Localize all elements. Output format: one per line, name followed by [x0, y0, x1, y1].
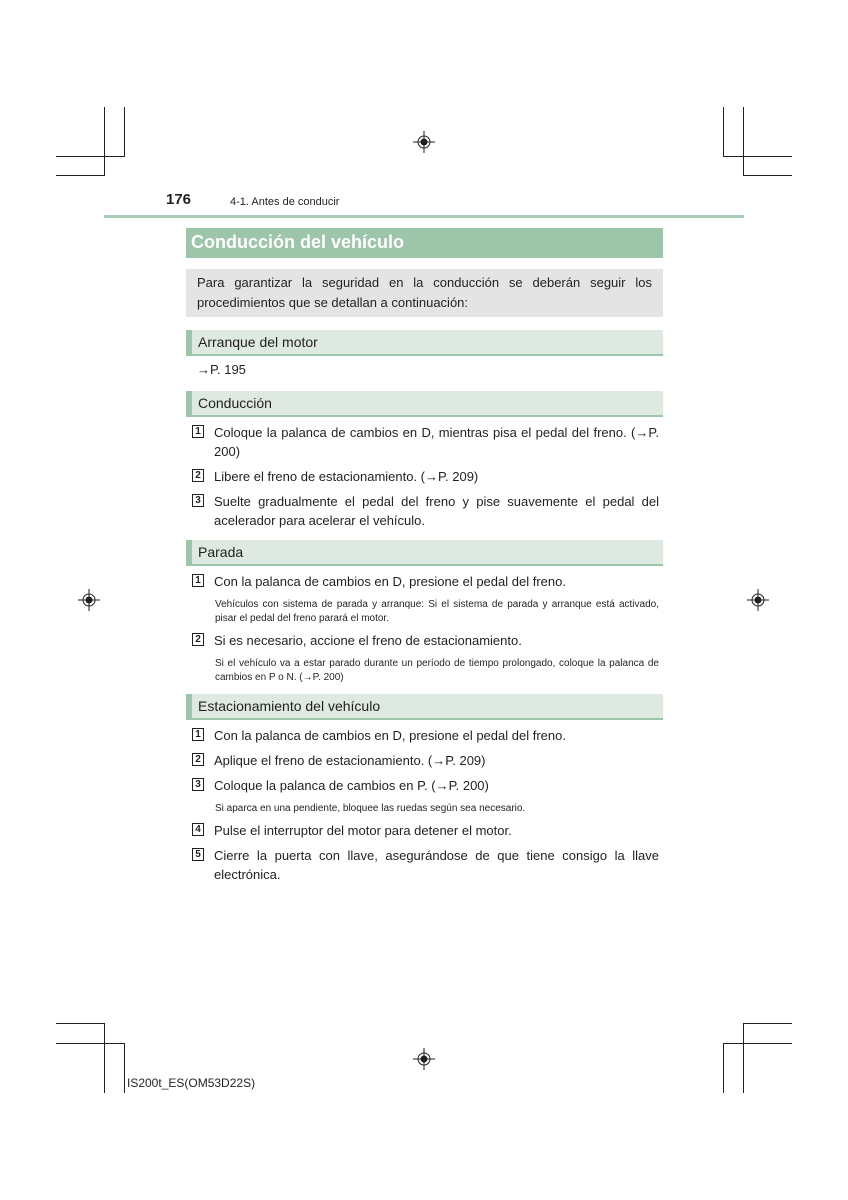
- step-item: [192, 572, 659, 591]
- section-heading-conduccion: Conducción: [186, 391, 663, 417]
- step-item: [192, 846, 659, 884]
- step-number: 5: [192, 848, 204, 861]
- page-number: 176: [166, 191, 192, 208]
- header-rule: [104, 215, 744, 218]
- document-code: IS200t_ES(OM53D22S): [127, 1076, 256, 1090]
- crop-mark: [56, 1023, 105, 1024]
- step-item: [192, 492, 659, 530]
- registration-mark-icon: [747, 589, 769, 611]
- crop-mark: [56, 1043, 125, 1044]
- step-text: Cierre la puerta con llave, asegurándose de que tiene consigo la llave electrónica.: [214, 848, 659, 882]
- step-number: 2: [192, 753, 204, 766]
- step-item: [192, 751, 659, 770]
- step-text: Aplique el freno de estacionamiento. (→P. 209): [214, 753, 486, 768]
- step-text: Con la palanca de cambios en D, presione el pedal del freno.: [214, 728, 566, 743]
- step-text: Pulse el interruptor del motor para detener el motor.: [214, 823, 512, 838]
- intro-box: Para garantizar la seguridad en la conducción se deberán seguir los procedimientos que se detallan a continuación:: [186, 269, 663, 317]
- step-item: [192, 726, 659, 745]
- step-number: 3: [192, 494, 204, 507]
- section-heading-estacionamiento: Estacionamiento del vehículo: [186, 694, 663, 720]
- step-text: Libere el freno de estacionamiento. (→P. 209): [214, 469, 479, 484]
- crop-mark: [723, 1043, 724, 1093]
- crop-mark: [124, 107, 125, 157]
- step-number: 3: [192, 778, 204, 791]
- section-path: 4-1. Antes de conducir: [230, 196, 340, 208]
- registration-mark-icon: [413, 1048, 435, 1070]
- page-title: Conducción del vehículo: [186, 228, 663, 258]
- section-heading-arranque: Arranque del motor: [186, 330, 663, 356]
- crop-mark: [723, 156, 792, 157]
- step-text: Si es necesario, accione el freno de estacionamiento.: [214, 633, 522, 648]
- step-number: 1: [192, 425, 204, 438]
- step-number: 1: [192, 728, 204, 741]
- step-item: [192, 776, 659, 795]
- crop-mark: [743, 1023, 744, 1093]
- step-note: Vehículos con sistema de parada y arranque: Si el sistema de parada y arranque está activado, pisar el pedal del freno parará el motor.: [215, 599, 659, 624]
- step-item: [192, 821, 659, 840]
- step-note: Si aparca en una pendiente, bloquee las ruedas según sea necesario.: [215, 803, 526, 814]
- step-text: Con la palanca de cambios en D, presione el pedal del freno.: [214, 574, 566, 589]
- step-item: [192, 631, 659, 650]
- registration-mark-icon: [413, 131, 435, 153]
- crop-mark: [56, 175, 105, 176]
- registration-mark-icon: [78, 589, 100, 611]
- step-number: 1: [192, 574, 204, 587]
- crop-mark: [56, 156, 125, 157]
- step-text: Suelte gradualmente el pedal del freno y pise suavemente el pedal del acelerador para acelerar el vehículo.: [214, 494, 659, 528]
- crop-mark: [104, 1023, 105, 1093]
- step-item: [192, 423, 659, 461]
- crop-mark: [124, 1043, 125, 1093]
- step-text: Coloque la palanca de cambios en D, mientras pisa el pedal del freno. (→P. 200): [214, 425, 659, 459]
- step-item: [192, 467, 659, 486]
- crop-mark: [723, 1043, 792, 1044]
- crop-mark: [743, 107, 744, 175]
- page-reference: →P. 195: [197, 362, 246, 377]
- step-number: 2: [192, 633, 204, 646]
- section-heading-parada: Parada: [186, 540, 663, 566]
- crop-mark: [104, 107, 105, 175]
- crop-mark: [743, 1023, 792, 1024]
- step-note: Si el vehículo va a estar parado durante un período de tiempo prolongado, coloque la palanca de cambios en P o N. (→P. 200): [215, 658, 659, 683]
- step-number: 2: [192, 469, 204, 482]
- step-text: Coloque la palanca de cambios en P. (→P. 200): [214, 778, 489, 793]
- crop-mark: [743, 175, 792, 176]
- crop-mark: [723, 107, 724, 157]
- step-number: 4: [192, 823, 204, 836]
